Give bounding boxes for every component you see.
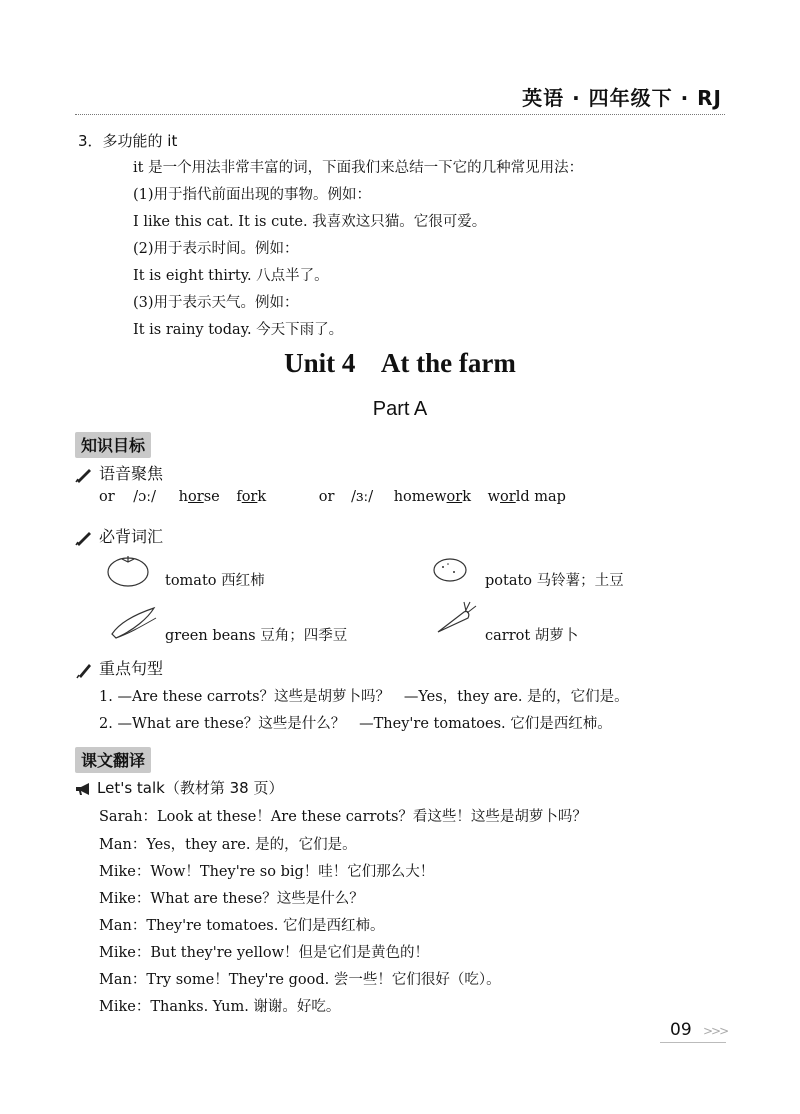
phonics-ipa-2: /ɜː/: [351, 489, 374, 505]
dialogue-line: Mike：What are these？这些是什么？: [99, 891, 364, 907]
section-3-line: it 是一个用法非常丰富的词，下面我们来总结一下它的几种常见用法：: [133, 160, 584, 176]
pen-icon: [75, 467, 93, 483]
word-part: or: [500, 489, 516, 505]
dialogue-line: Man：Yes，they are. 是的，它们是。: [99, 837, 357, 853]
part-title: Part A: [372, 398, 428, 420]
dialogue-line: Sarah：Look at these！Are these carrots？看这些！这些是胡萝卜吗？: [99, 809, 587, 825]
phonics-word-fork: [236, 489, 266, 505]
carrot-icon: [434, 600, 478, 636]
footer-divider: [660, 1042, 726, 1043]
section-3-line: (1)用于指代前面出现的事物。例如：: [133, 187, 372, 203]
phonics-heading: [75, 461, 163, 484]
phonics-word-world-map: [488, 489, 566, 505]
green-beans-icon: [108, 604, 158, 640]
knowledge-goals-box: 知识目标: [75, 432, 151, 458]
phonics-word-homework: [394, 489, 471, 505]
word-part: se: [203, 489, 220, 505]
section-3-line: I like this cat. It is cute. 我喜欢这只猫。它很可爱。: [133, 214, 487, 230]
key-sentences-label: 重点句型: [99, 659, 164, 678]
dialogue-line: Mike：Wow！They're so big！哇！它们那么大！: [99, 864, 435, 880]
section-3-line: (2)用于表示时间。例如：: [133, 241, 299, 257]
dialogue-line: Mike：But they're yellow！但是它们是黄色的！: [99, 945, 430, 961]
potato-icon: [432, 556, 468, 584]
pen-icon: [75, 662, 93, 678]
page-header-title: 英语 · 四年级下 · RJ: [522, 86, 722, 110]
word-part: h: [178, 489, 189, 505]
word-part: or: [446, 489, 463, 505]
section-3-line: (3)用于表示天气。例如：: [133, 295, 299, 311]
megaphone-icon: [75, 782, 93, 796]
phonics-or-2: or: [318, 489, 335, 505]
phonics-word-horse: [179, 489, 220, 505]
dialogue-line: Man：Try some！They're good. 尝一些！它们很好（吃）。: [99, 972, 501, 988]
word-part: ld map: [515, 489, 566, 505]
word-part: k: [257, 489, 267, 505]
lets-talk-label: Let's talk（教材第 38 页）: [97, 779, 284, 797]
vocab-item-carrot: carrot 胡萝卜: [485, 628, 579, 644]
vocab-item-tomato: tomato 西红柿: [165, 573, 265, 589]
vocab-item-green-beans: green beans 豆角；四季豆: [165, 628, 348, 644]
phonics-ipa-1: /ɔː/: [133, 489, 157, 505]
vocab-heading: [75, 524, 163, 547]
dialogue-line: Man：They're tomatoes. 它们是西红柿。: [99, 918, 385, 934]
key-sentences-heading: [75, 656, 163, 679]
section-3-heading: 3．多功能的 it: [78, 132, 178, 150]
phonics-label: 语音聚焦: [99, 464, 164, 483]
word-part: f: [236, 489, 242, 505]
word-part: or: [241, 489, 258, 505]
word-part: k: [462, 489, 471, 505]
section-3-line: It is rainy today. 今天下雨了。: [133, 322, 344, 338]
word-part: homew: [393, 489, 447, 505]
phonics-line: [99, 489, 566, 505]
key-sentence-line: 2. —What are these？这些是什么？ —They're tomatoes. 它们是西红柿。: [99, 716, 612, 732]
page-arrows-icon: >>>: [703, 1024, 728, 1038]
vocab-label: 必背词汇: [99, 527, 164, 546]
tomato-icon: [104, 552, 152, 588]
vocab-item-potato: potato 马铃薯；土豆: [485, 573, 624, 589]
page-number: 09: [670, 1020, 692, 1040]
phonics-or-1: or: [99, 489, 115, 505]
key-sentence-line: 1. —Are these carrots？这些是胡萝卜吗？ —Yes，they are. 是的，它们是。: [99, 689, 629, 705]
section-3-line: It is eight thirty. 八点半了。: [133, 268, 329, 284]
dialogue-line: Mike：Thanks. Yum. 谢谢。好吃。: [99, 999, 341, 1015]
pen-icon: [75, 530, 93, 546]
word-part: or: [188, 489, 204, 505]
word-part: w: [487, 489, 501, 505]
unit-title: Unit 4 At the farm: [284, 348, 516, 378]
header-divider: [75, 114, 725, 115]
lets-talk-heading: [75, 777, 283, 798]
text-translation-box: 课文翻译: [75, 747, 151, 773]
